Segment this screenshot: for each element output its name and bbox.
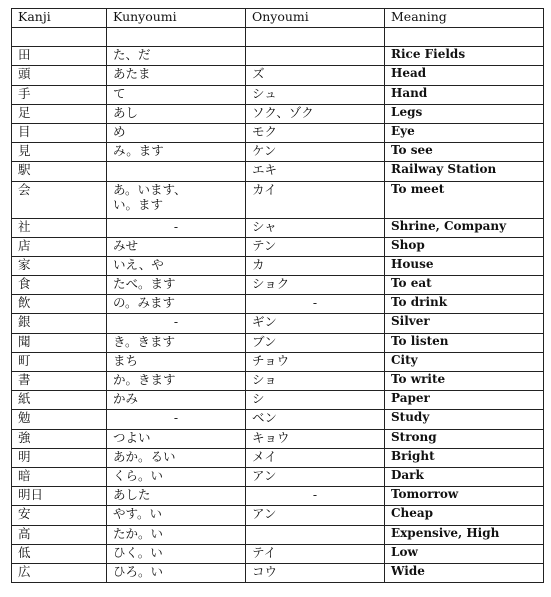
kunyoumi-cell: たか。い: [107, 525, 246, 544]
kanji-cell: 家: [12, 256, 107, 275]
meaning-cell: To see: [385, 143, 544, 162]
onyoumi-cell: キョウ: [246, 429, 385, 448]
onyoumi-cell: メイ: [246, 448, 385, 467]
meaning-cell: Shrine, Company: [385, 218, 544, 237]
kunyoumi-cell: つよい: [107, 429, 246, 448]
blank-row: [12, 28, 544, 47]
onyoumi-cell: ソク、ゾク: [246, 104, 385, 123]
kanji-cell: 低: [12, 544, 107, 563]
table-row: [12, 123, 544, 142]
table-row: [12, 333, 544, 352]
kunyoumi-line: い。ます: [113, 196, 164, 212]
table-row: [12, 276, 544, 295]
meaning-cell: Study: [385, 410, 544, 429]
meaning-cell: Railway Station: [385, 162, 544, 181]
onyoumi-cell: ベン: [246, 410, 385, 429]
kanji-table: [11, 8, 544, 583]
kunyoumi-cell: の。みます: [107, 295, 246, 314]
meaning-cell: Expensive, High: [385, 525, 544, 544]
kanji-cell: 手: [12, 85, 107, 104]
kunyoumi-cell: め: [107, 123, 246, 142]
onyoumi-cell: ケン: [246, 143, 385, 162]
kanji-cell: 聞: [12, 333, 107, 352]
onyoumi-cell: [246, 47, 385, 66]
kanji-cell: 書: [12, 372, 107, 391]
onyoumi-cell: ショ: [246, 372, 385, 391]
kanji-cell: 勉: [12, 410, 107, 429]
kunyoumi-cell: あたま: [107, 66, 246, 85]
kunyoumi-cell: -: [107, 218, 246, 237]
kanji-cell: 見: [12, 143, 107, 162]
table-row: [12, 448, 544, 467]
header-onyoumi: Onyoumi: [246, 9, 385, 28]
onyoumi-cell: コウ: [246, 563, 385, 582]
onyoumi-cell: -: [246, 487, 385, 506]
table-row: [12, 47, 544, 66]
kunyoumi-cell: みせ: [107, 237, 246, 256]
onyoumi-cell: テイ: [246, 544, 385, 563]
kanji-table-container: [11, 8, 544, 583]
table-row: [12, 563, 544, 582]
onyoumi-cell: シ: [246, 391, 385, 410]
meaning-cell: Eye: [385, 123, 544, 142]
kanji-cell: 明日: [12, 487, 107, 506]
onyoumi-cell: アン: [246, 467, 385, 486]
table-row: [12, 295, 544, 314]
blank-cell: [107, 28, 246, 47]
table-row: [12, 66, 544, 85]
meaning-cell: Shop: [385, 237, 544, 256]
header-row: [12, 9, 544, 28]
meaning-cell: Paper: [385, 391, 544, 410]
meaning-cell: Hand: [385, 85, 544, 104]
kunyoumi-cell: かみ: [107, 391, 246, 410]
table-row: [12, 104, 544, 123]
kunyoumi-cell: まち: [107, 352, 246, 371]
table-row: [12, 256, 544, 275]
kunyoumi-cell: か。きます: [107, 372, 246, 391]
meaning-cell: Silver: [385, 314, 544, 333]
kunyoumi-line: あ。います、: [113, 181, 187, 197]
kunyoumi-cell: くら。い: [107, 467, 246, 486]
table-row: [12, 410, 544, 429]
kanji-cell: 足: [12, 104, 107, 123]
meaning-cell: Rice Fields: [385, 47, 544, 66]
onyoumi-cell: [246, 525, 385, 544]
meaning-cell: Strong: [385, 429, 544, 448]
header-kunyoumi: Kunyoumi: [107, 9, 246, 28]
kanji-cell: 高: [12, 525, 107, 544]
onyoumi-cell: チョウ: [246, 352, 385, 371]
kanji-cell: 町: [12, 352, 107, 371]
table-row: [12, 314, 544, 333]
kunyoumi-cell: -: [107, 410, 246, 429]
kunyoumi-cell: た、だ: [107, 47, 246, 66]
table-row: [12, 85, 544, 104]
kunyoumi-cell: いえ、や: [107, 256, 246, 275]
table-row: [12, 237, 544, 256]
kanji-cell: 広: [12, 563, 107, 582]
kanji-cell: 紙: [12, 391, 107, 410]
table-row: [12, 525, 544, 544]
kunyoumi-cell: やす。い: [107, 506, 246, 525]
kunyoumi-cell: [107, 162, 246, 181]
onyoumi-cell: ギン: [246, 314, 385, 333]
table-row: [12, 352, 544, 371]
kanji-cell: 目: [12, 123, 107, 142]
kanji-cell: 明: [12, 448, 107, 467]
kanji-cell: 社: [12, 218, 107, 237]
kunyoumi-cell: あした: [107, 487, 246, 506]
table-row: [12, 372, 544, 391]
onyoumi-cell: テン: [246, 237, 385, 256]
meaning-cell: Wide: [385, 563, 544, 582]
kunyoumi-cell: み。ます: [107, 143, 246, 162]
meaning-cell: To meet: [385, 181, 544, 218]
onyoumi-cell: エキ: [246, 162, 385, 181]
kanji-cell: 田: [12, 47, 107, 66]
meaning-cell: Tomorrow: [385, 487, 544, 506]
table-row: [12, 487, 544, 506]
header-meaning: Meaning: [385, 9, 544, 28]
blank-cell: [246, 28, 385, 47]
table-row: [12, 143, 544, 162]
kunyoumi-cell: ひく。い: [107, 544, 246, 563]
meaning-cell: Dark: [385, 467, 544, 486]
table-row: [12, 467, 544, 486]
table-row: [12, 218, 544, 237]
kunyoumi-cell: ひろ。い: [107, 563, 246, 582]
onyoumi-cell: シャ: [246, 218, 385, 237]
kunyoumi-cell: -: [107, 314, 246, 333]
meaning-cell: To listen: [385, 333, 544, 352]
kanji-cell: 頭: [12, 66, 107, 85]
kanji-cell: 会: [12, 181, 107, 218]
kunyoumi-cell: き。きます: [107, 333, 246, 352]
onyoumi-cell: モク: [246, 123, 385, 142]
onyoumi-cell: ショク: [246, 276, 385, 295]
table-row: [12, 391, 544, 410]
table-row: [12, 506, 544, 525]
kunyoumi-cell: たべ。ます: [107, 276, 246, 295]
kanji-cell: 安: [12, 506, 107, 525]
onyoumi-cell: -: [246, 295, 385, 314]
meaning-cell: To eat: [385, 276, 544, 295]
table-row: [12, 162, 544, 181]
meaning-cell: To write: [385, 372, 544, 391]
table-row: [12, 429, 544, 448]
meaning-cell: City: [385, 352, 544, 371]
meaning-cell: To drink: [385, 295, 544, 314]
onyoumi-cell: ズ: [246, 66, 385, 85]
kunyoumi-cell: [107, 181, 246, 218]
meaning-cell: Cheap: [385, 506, 544, 525]
kanji-cell: 銀: [12, 314, 107, 333]
meaning-cell: House: [385, 256, 544, 275]
kunyoumi-cell: あか。るい: [107, 448, 246, 467]
kanji-cell: 食: [12, 276, 107, 295]
kanji-cell: 暗: [12, 467, 107, 486]
kanji-cell: 飲: [12, 295, 107, 314]
kunyoumi-cell: あし: [107, 104, 246, 123]
meaning-cell: Low: [385, 544, 544, 563]
kanji-cell: 強: [12, 429, 107, 448]
onyoumi-cell: アン: [246, 506, 385, 525]
table-row: [12, 181, 544, 218]
blank-cell: [385, 28, 544, 47]
onyoumi-cell: ブン: [246, 333, 385, 352]
kanji-cell: 店: [12, 237, 107, 256]
kunyoumi-cell: て: [107, 85, 246, 104]
onyoumi-cell: シュ: [246, 85, 385, 104]
onyoumi-cell: カイ: [246, 181, 385, 218]
table-row: [12, 544, 544, 563]
meaning-cell: Legs: [385, 104, 544, 123]
blank-cell: [12, 28, 107, 47]
meaning-cell: Bright: [385, 448, 544, 467]
onyoumi-cell: カ: [246, 256, 385, 275]
meaning-cell: Head: [385, 66, 544, 85]
kanji-cell: 駅: [12, 162, 107, 181]
header-kanji: Kanji: [12, 9, 107, 28]
